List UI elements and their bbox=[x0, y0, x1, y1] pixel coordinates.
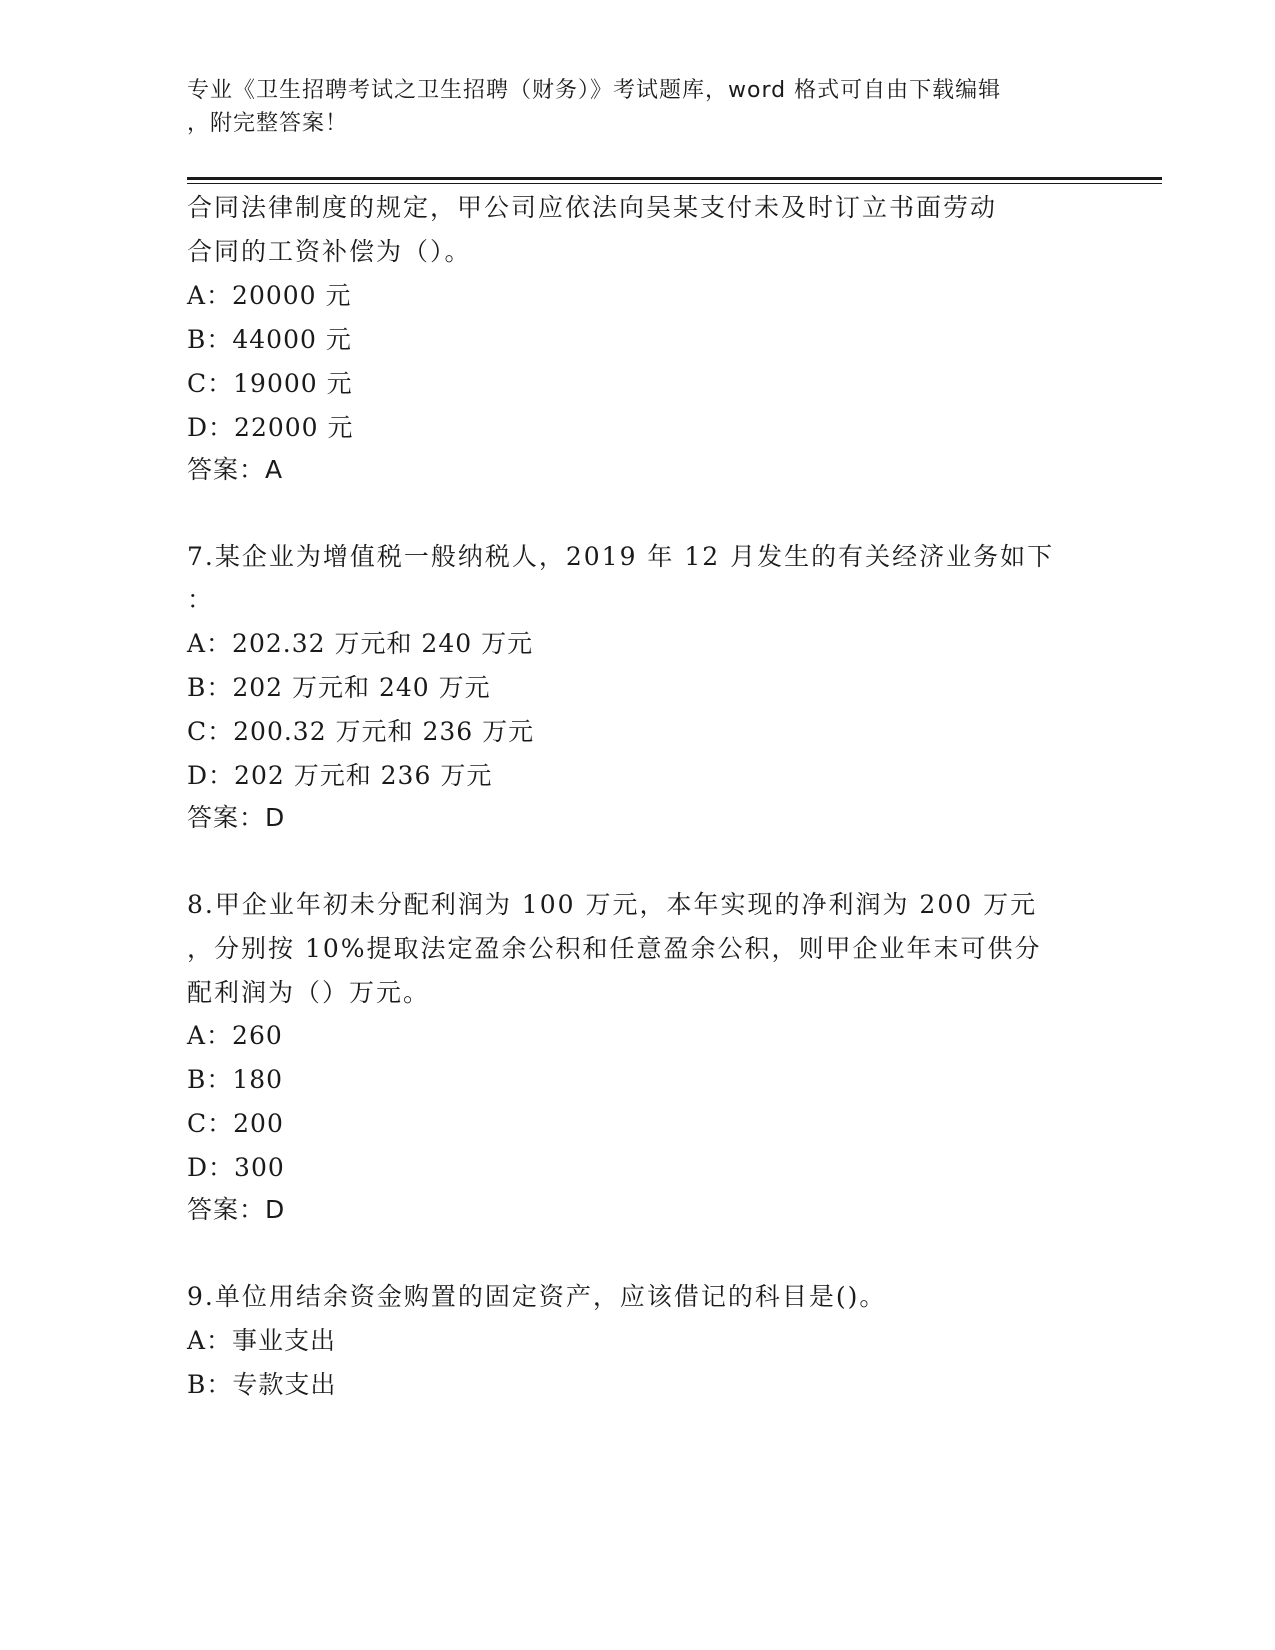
question-8-option-a: A：260 bbox=[187, 1021, 283, 1050]
question-8-option-d: D：300 bbox=[187, 1153, 285, 1182]
question-7-text-line-1: 7.某企业为增值税一般纳税人，2019 年 12 月发生的有关经济业务如下 bbox=[187, 542, 1055, 571]
question-8-text-line-3: 配利润为（）万元。 bbox=[187, 978, 431, 1007]
header-line-2: ，附完整答案！ bbox=[187, 111, 349, 136]
question-9-text-line-1: 9.单位用结余资金购置的固定资产，应该借记的科目是()。 bbox=[187, 1282, 887, 1311]
question-7-option-b: B：202 万元和 240 万元 bbox=[187, 673, 491, 702]
question-7-answer: 答案：D bbox=[187, 803, 286, 832]
question-7-option-c: C：200.32 万元和 236 万元 bbox=[187, 717, 535, 746]
header-line-1: 专业《卫生招聘考试之卫生招聘（财务）》考试题库，word 格式可自由下载编辑 bbox=[187, 78, 1002, 103]
question-6-option-d: D：22000 元 bbox=[187, 413, 354, 442]
question-7-option-d: D：202 万元和 236 万元 bbox=[187, 761, 493, 790]
question-7-text-line-2: ： bbox=[187, 585, 215, 614]
question-9-option-a: A：事业支出 bbox=[187, 1326, 337, 1355]
question-6-text-line-1: 合同法律制度的规定，甲公司应依法向吴某支付未及时订立书面劳动 bbox=[187, 193, 998, 222]
header-rule-thin bbox=[187, 183, 1162, 184]
question-8-text-line-1: 8.甲企业年初未分配利润为 100 万元，本年实现的净利润为 200 万元 bbox=[187, 890, 1038, 919]
question-6-option-b: B：44000 元 bbox=[187, 325, 352, 354]
question-6-answer: 答案：A bbox=[187, 455, 284, 484]
question-6-text-line-2: 合同的工资补偿为（）。 bbox=[187, 237, 472, 266]
question-6-option-a: A：20000 元 bbox=[187, 281, 352, 310]
question-8-option-b: B：180 bbox=[187, 1065, 284, 1094]
question-9-option-b: B：专款支出 bbox=[187, 1370, 337, 1399]
question-7-option-a: A：202.32 万元和 240 万元 bbox=[187, 629, 534, 658]
question-8-option-c: C：200 bbox=[187, 1109, 284, 1138]
header-rule-thick bbox=[187, 177, 1162, 180]
question-6-option-c: C：19000 元 bbox=[187, 369, 353, 398]
question-8-answer: 答案：D bbox=[187, 1195, 286, 1224]
document-header bbox=[187, 74, 1087, 140]
question-8-text-line-2: ，分别按 10%提取法定盈余公积和任意盈余公积，则甲企业年末可供分 bbox=[187, 934, 1042, 963]
